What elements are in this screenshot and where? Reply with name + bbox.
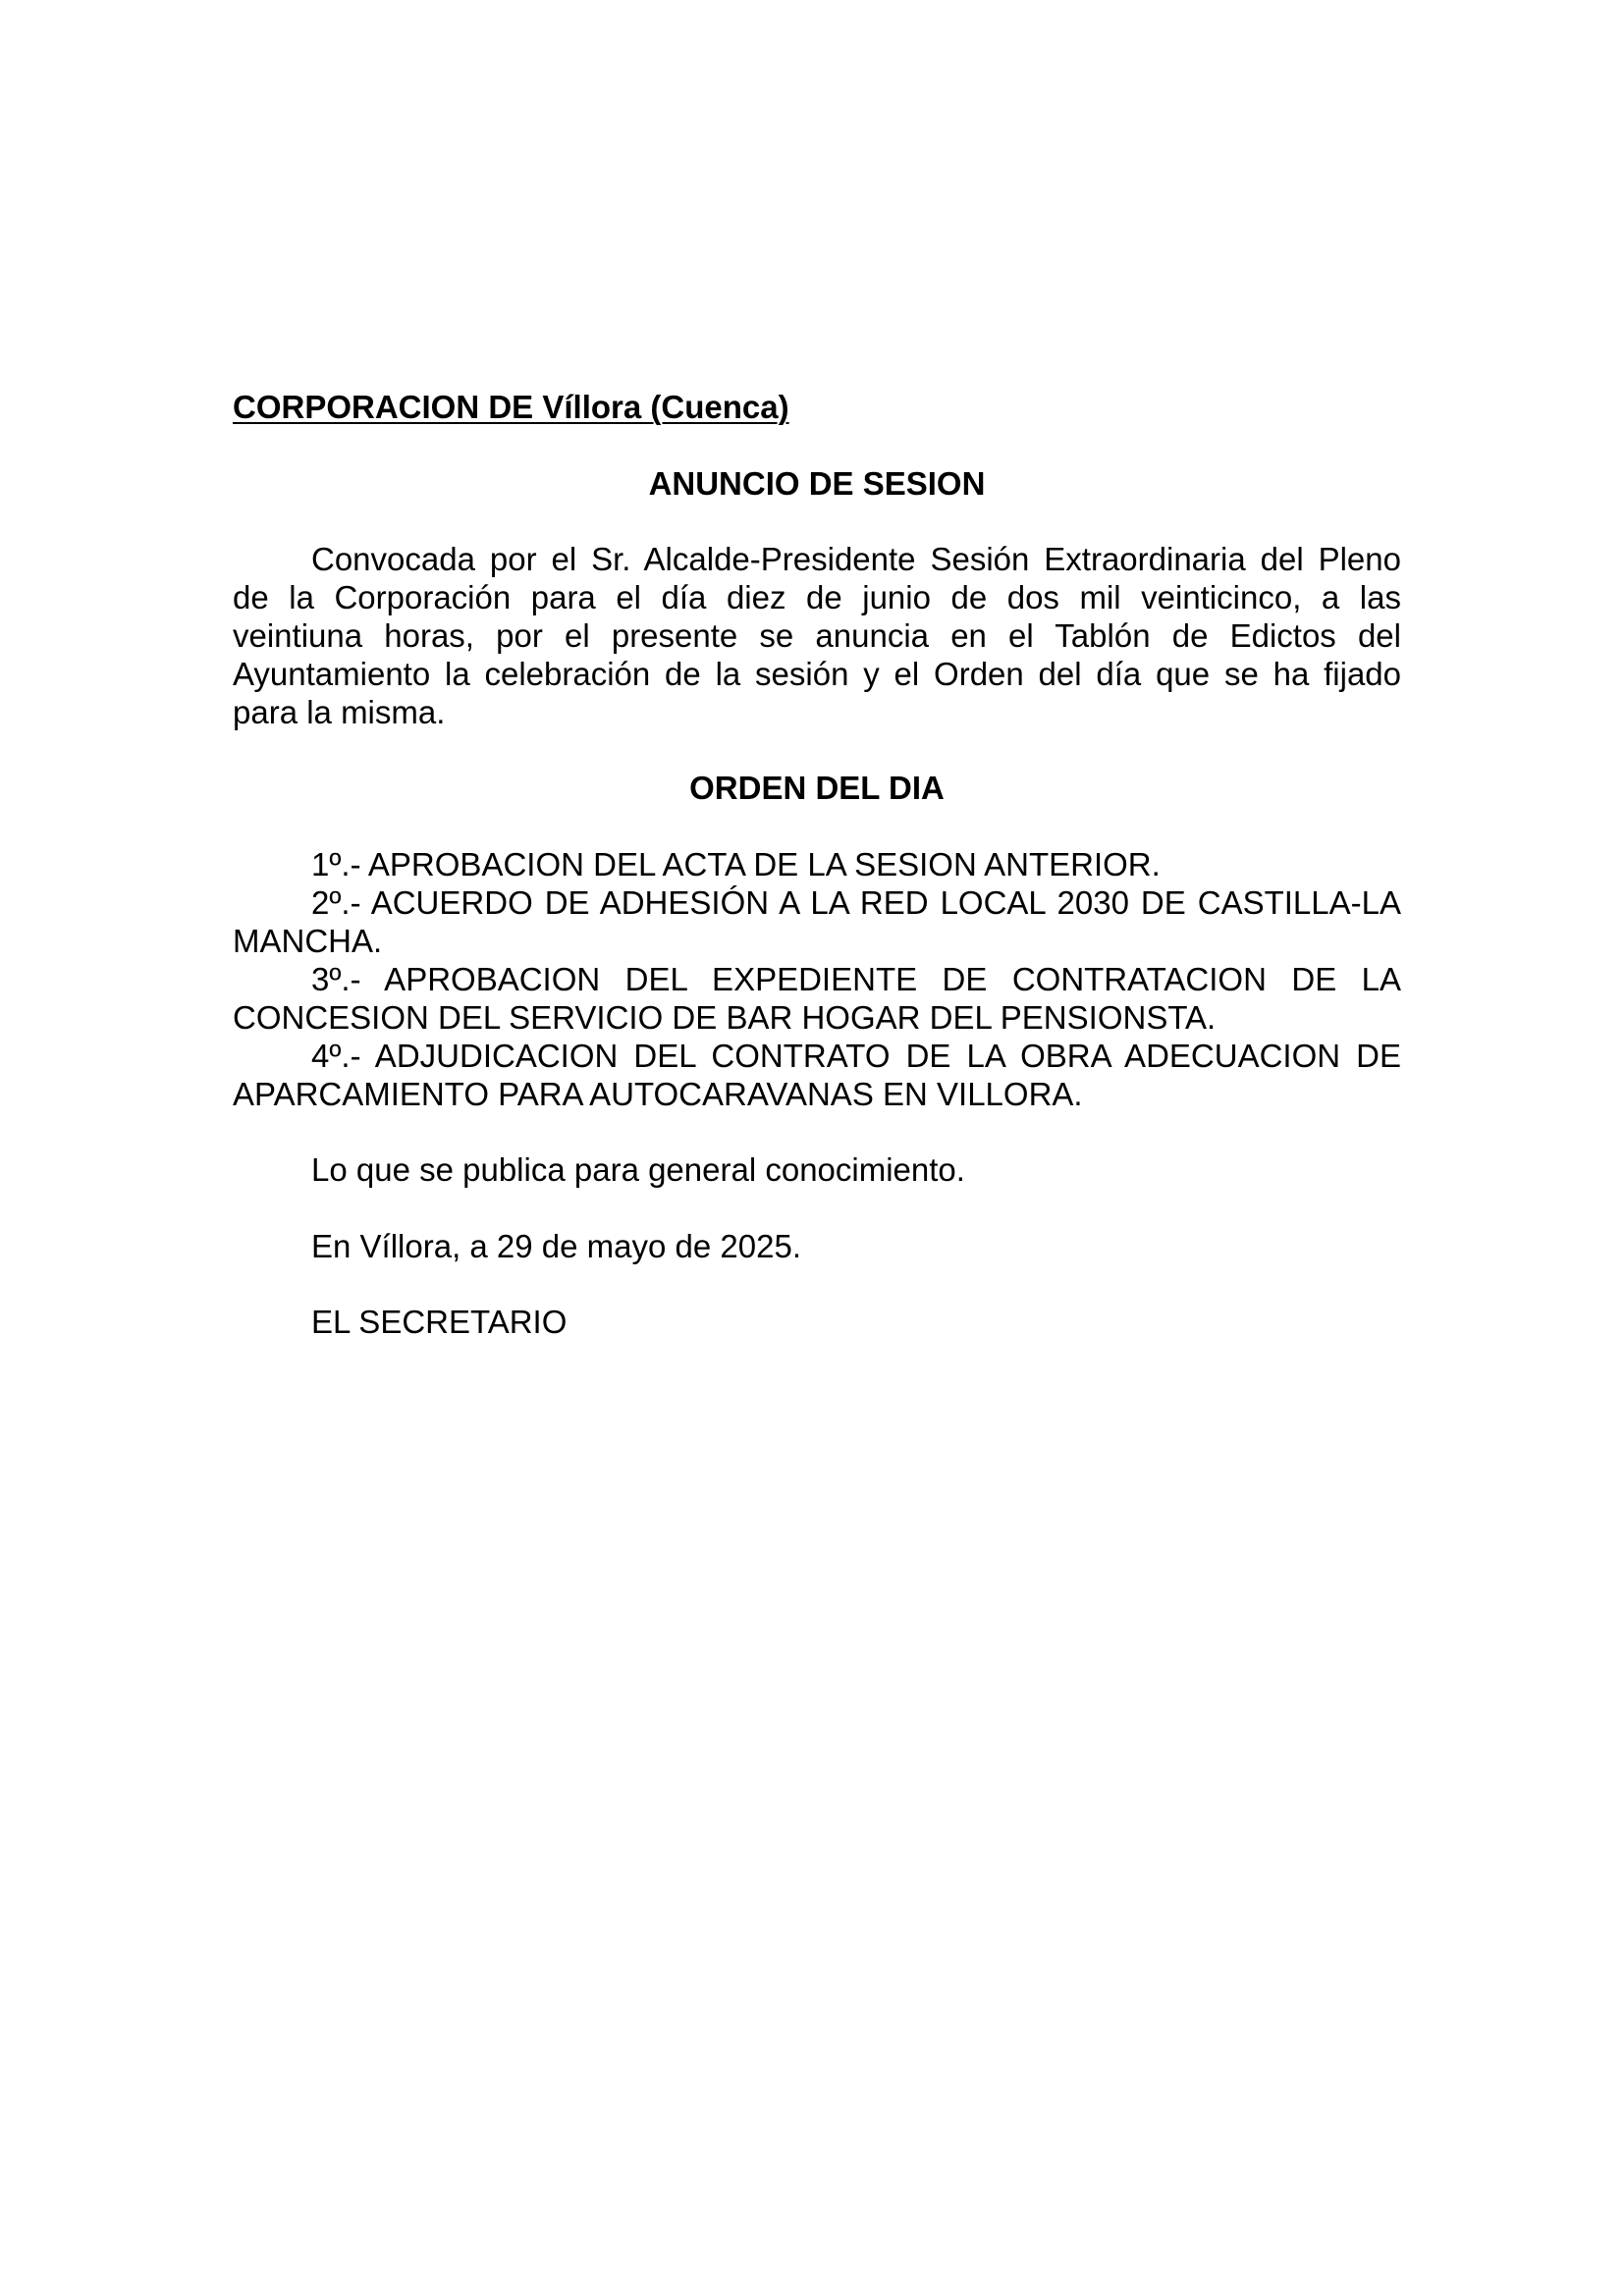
agenda-item-2-line-2: MANCHA. xyxy=(233,923,383,959)
agenda-item-3-line-1: 3º.- APROBACION DEL EXPEDIENTE DE CONTRATACION DE LA xyxy=(311,961,1401,997)
intro-line-3: veintiuna horas, por el presente se anuncia en el Tablón de Edictos del xyxy=(233,617,1401,654)
agenda-item-2-line-1: 2º.- ACUERDO DE ADHESIÓN A LA RED LOCAL 2030 DE CASTILLA-LA xyxy=(311,884,1401,921)
intro-line-1: Convocada por el Sr. Alcalde-Presidente Sesión Extraordinaria del Pleno xyxy=(311,541,1401,577)
agenda-title: ORDEN DEL DIA xyxy=(689,770,945,806)
agenda-item-1: 1º.- APROBACION DEL ACTA DE LA SESION ANTERIOR. xyxy=(311,846,1161,882)
closing-statement: Lo que se publica para general conocimiento. xyxy=(311,1151,965,1188)
agenda-item-4-line-1: 4º.- ADJUDICACION DEL CONTRATO DE LA OBRA ADECUACION DE xyxy=(311,1038,1401,1074)
intro-line-2: de la Corporación para el día diez de junio de dos mil veinticinco, a las xyxy=(233,579,1401,615)
announcement-title: ANUNCIO DE SESION xyxy=(648,465,986,502)
intro-line-4: Ayuntamiento la celebración de la sesión y el Orden del día que se ha fijado xyxy=(233,656,1401,692)
intro-line-5: para la misma. xyxy=(233,694,446,730)
agenda-item-4-line-2: APARCAMIENTO PARA AUTOCARAVANAS EN VILLORA. xyxy=(233,1076,1083,1112)
organization-heading: CORPORACION DE Víllora (Cuenca) xyxy=(233,389,789,425)
signature-title: EL SECRETARIO xyxy=(311,1304,568,1340)
agenda-item-3-line-2: CONCESION DEL SERVICIO DE BAR HOGAR DEL PENSIONSTA. xyxy=(233,999,1217,1036)
place-and-date: En Víllora, a 29 de mayo de 2025. xyxy=(311,1228,801,1264)
